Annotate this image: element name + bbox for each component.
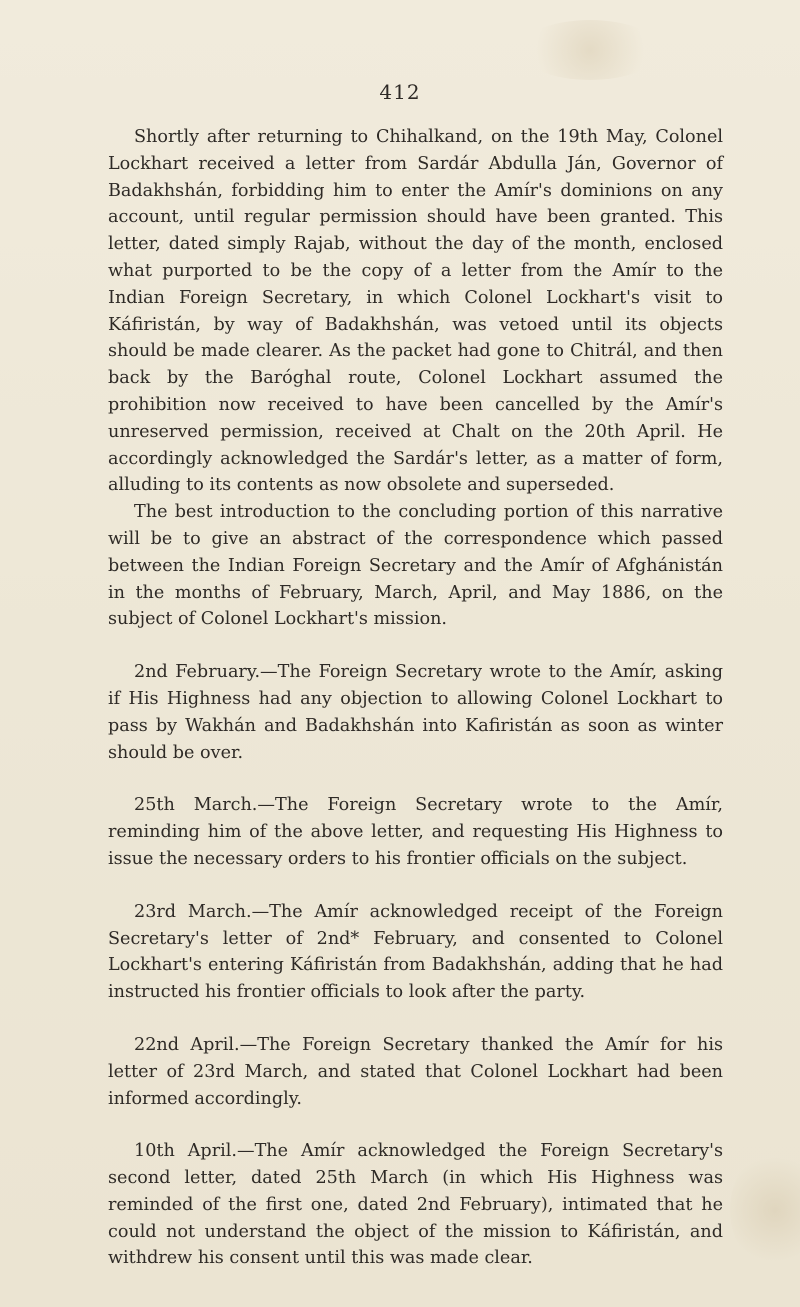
paper-stain bbox=[520, 20, 660, 80]
body-text bbox=[108, 124, 723, 1272]
correspondence-entry bbox=[108, 1032, 723, 1112]
correspondence-entry bbox=[108, 1138, 723, 1272]
entry-text: —The Foreign Secretary wrote to the Amír, reminding him of the above letter, and requesting His Highness to issue the necessary orders to his frontier officials on the subject. bbox=[108, 795, 723, 869]
entry-text: —The Amír acknowledged receipt of the Foreign Secretary's letter of 2nd* February, and consented to Colonel Lockhart's entering Káfiristán from Badakhshán, adding that he had instructed his frontier officials to look after the party. bbox=[108, 901, 723, 1003]
correspondence-entry bbox=[108, 659, 723, 766]
entry-date: 2nd February. bbox=[134, 662, 261, 683]
entry-date: 25th March. bbox=[134, 795, 258, 816]
entry-text: —The Amír acknowledged the Foreign Secretary's second letter, dated 25th March (in which His Highness was reminded of the first one, dated 2nd February), intimated that he could not understand the object of the mission to Káfiristán, and withdrew his consent until this was made clear. bbox=[108, 1141, 724, 1269]
paper-stain bbox=[730, 1150, 800, 1270]
paragraph: The best introduction to the concluding portion of this narrative will be to give an abstract of the correspondence which passed between the Indian Foreign Secretary and the Amír of Afghánistán in the months of February, March, April, and May 1886, on the subject of Colonel Lockhart's mission. bbox=[108, 502, 723, 630]
entry-text: —The Foreign Secretary thanked the Amír for his letter of 23rd March, and stated that Colonel Lockhart had been informed accordingly. bbox=[108, 1034, 723, 1109]
paragraph: Shortly after returning to Chihalkand, on the 19th May, Colonel Lockhart received a letter from Sardár Abdulla Ján, Governor of Badakhshán, forbidding him to enter the Amír's dominions on any account, until regular permission should have been granted. This letter, dated simply Rajab, without the day of the month, enclosed what purported to be the copy of a letter from the Amír to the Indian Foreign Secretary, in which Colonel Lockhart's visit to Káfiristán, by way of Badakhshán, was vetoed until its objects should be made clearer. As the packet had gone to Chitrál, and then back by the Baróghal route, Colonel Lockhart assumed the prohibition now received to have been cancelled by the Amír's unreserved permission, received at Chalt on the 20th April. He accordingly acknowledged the Sardár's letter, as a matter of form, alluding to its contents as now obsolete and superseded. bbox=[108, 127, 723, 496]
entry-date: 23rd March. bbox=[134, 901, 252, 922]
correspondence-entry bbox=[108, 792, 723, 872]
correspondence-entry bbox=[108, 899, 723, 1006]
entry-date: 22nd April. bbox=[134, 1034, 240, 1055]
entry-date: 10th April. bbox=[134, 1141, 237, 1162]
entry-text: —The Foreign Secretary wrote to the Amír, asking if His Highness had any objection to allowing Colonel Lockhart to pass by Wakhán and Badakhshán into Kafiristán as soon as winter should be over. bbox=[108, 662, 724, 763]
page-number: 412 bbox=[379, 80, 421, 104]
